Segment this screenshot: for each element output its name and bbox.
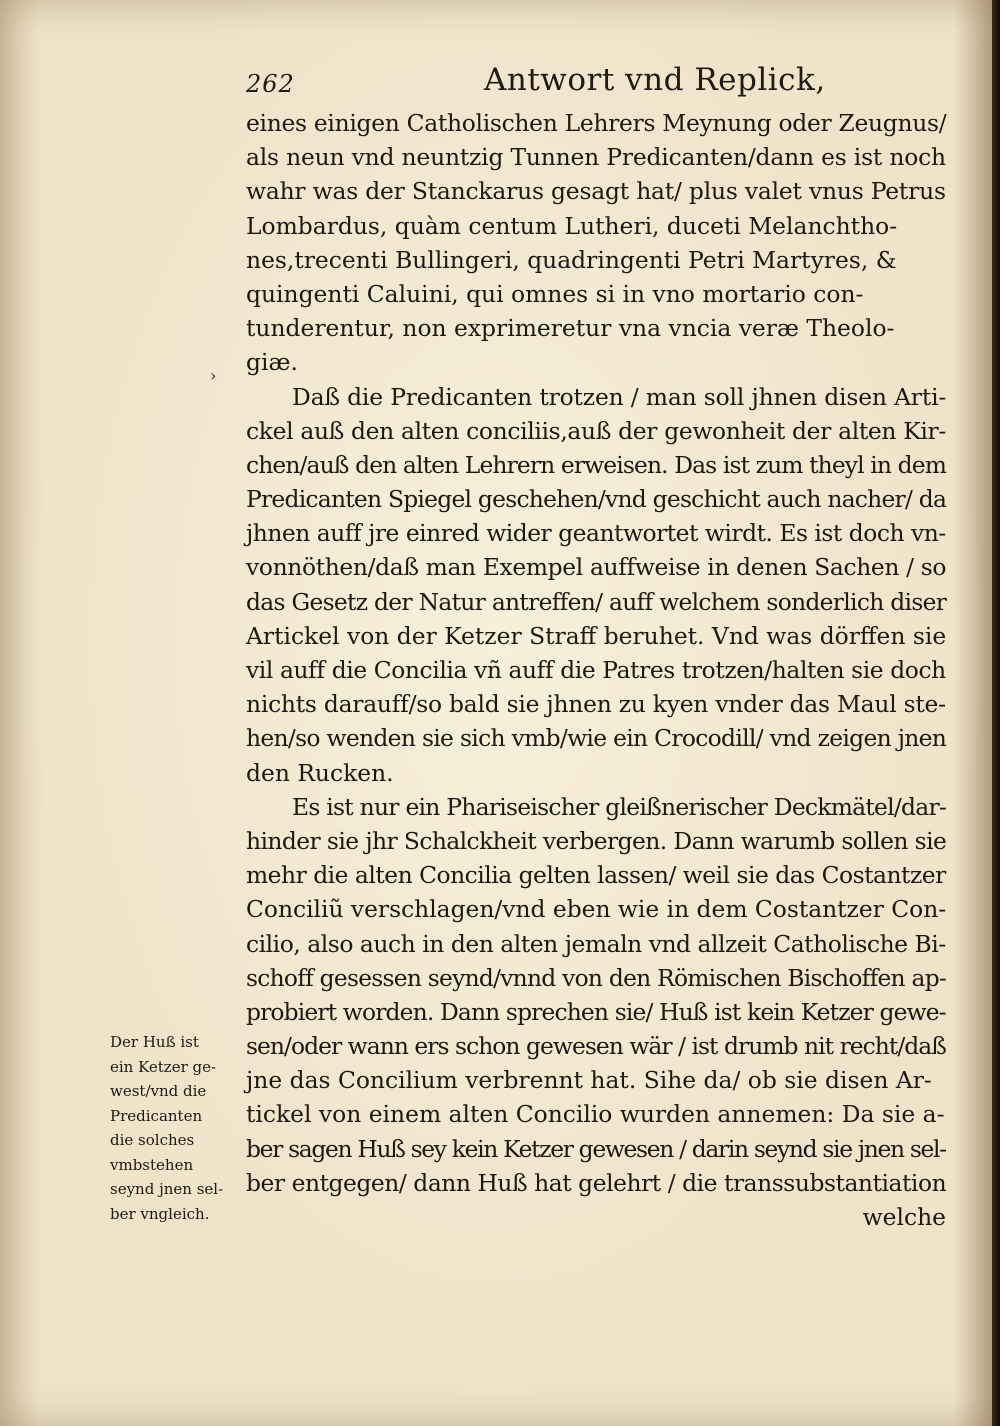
- text-line: als neun vnd neuntzig Tunnen Predicanten/dann es ist noch: [246, 143, 946, 172]
- running-title: Antwort vnd Replick,: [484, 62, 826, 98]
- page-number: 262: [246, 70, 295, 98]
- text-line: hen/so wenden sie sich vmb/wie ein Crocodill/ vnd zeigen jnen: [246, 724, 947, 753]
- text-line: jne das Concilium verbrennt hat. Sihe da/ ob sie disen Ar-: [246, 1066, 932, 1095]
- text-line: Conciliũ verschlagen/vnd eben wie in dem Costantzer Con-: [246, 895, 947, 924]
- marginal-line: ein Ketzer ge-: [110, 1057, 217, 1076]
- text-line: giæ.: [246, 348, 298, 377]
- text-line: cilio, also auch in den alten jemaln vnd allzeit Catholische Bi-: [246, 929, 946, 958]
- page-header: [246, 62, 946, 106]
- text-line: ber sagen Huß sey kein Ketzer gewesen / darin seynd sie jnen sel-: [246, 1134, 946, 1163]
- text-line: vil auff die Concilia vñ auff die Patres trotzen/halten sie doch: [246, 656, 946, 684]
- text-line: eines einigen Catholischen Lehrers Meynung oder Zeugnus/: [246, 109, 947, 137]
- body-text: [246, 106, 946, 1234]
- text-line: das Gesetz der Natur antreffen/ auff welchem sonderlich diser: [246, 587, 947, 616]
- text-line: sen/oder wann ers schon gewesen wär / ist drumb nit recht/daß: [246, 1032, 946, 1061]
- text-line: Artickel von der Ketzer Straff beruhet. Vnd was dörffen sie: [246, 621, 947, 650]
- text-line: ber entgegen/ dann Huß hat gelehrt / die transsubstantiation: [246, 1168, 947, 1197]
- text-line: schoff gesessen seynd/vnnd von den Römischen Bischoffen ap-: [246, 963, 947, 992]
- text-line: den Rucken.: [246, 758, 394, 787]
- text-line: nichts darauff/so bald sie jhnen zu kyen vnder das Maul ste-: [246, 690, 946, 719]
- text-line: probiert worden. Dann sprechen sie/ Huß ist kein Ketzer gewe-: [246, 997, 946, 1026]
- marginal-line: Predicanten: [110, 1106, 203, 1125]
- text-line: hinder sie jhr Schalckheit verbergen. Dann warumb sollen sie: [246, 826, 947, 855]
- catchword: welche: [862, 1203, 946, 1231]
- marginal-line: ber vngleich.: [110, 1204, 210, 1223]
- text-line: tunderentur, non exprimeretur vna vncia veræ Theolo-: [246, 314, 895, 343]
- marginal-line: vmbstehen: [110, 1155, 194, 1174]
- text-line: Predicanten Spiegel geschehen/vnd geschicht auch nacher/ da: [246, 485, 947, 514]
- text-line: Daß die Predicanten trotzen / man soll jhnen disen Arti-: [292, 382, 947, 411]
- text-line: jhnen auff jre einred wider geantwortet wirdt. Es ist doch vn-: [246, 519, 946, 548]
- marginal-note: [110, 1030, 238, 1226]
- marginal-line: Der Huß ist: [110, 1033, 199, 1051]
- marginal-line: west/vnd die: [110, 1082, 207, 1100]
- text-line: tickel von einem alten Concilio wurden annemen: Da sie a-: [246, 1100, 945, 1129]
- text-line: quingenti Caluini, qui omnes si in vno mortario con-: [246, 279, 864, 308]
- marginal-line: seynd jnen sel-: [110, 1180, 224, 1198]
- text-line: chen/auß den alten Lehrern erweisen. Das ist zum theyl in dem: [246, 450, 946, 479]
- text-line: ckel auß den alten conciliis,auß der gewonheit der alten Kir-: [246, 416, 946, 445]
- text-line: Lombardus, quàm centum Lutheri, duceti Melanchtho-: [246, 211, 898, 240]
- text-line: nes,trecenti Bullingeri, quadringenti Petri Martyres, &: [246, 245, 897, 274]
- text-line: mehr die alten Concilia gelten lassen/ weil sie das Costantzer: [246, 861, 946, 890]
- text-line: wahr was der Stanckarus gesagt hat/ plus valet vnus Petrus: [246, 177, 946, 206]
- text-line: vonnöthen/daß man Exempel auffweise in denen Sachen / so: [246, 553, 947, 582]
- text-line: Es ist nur ein Phariseischer gleißnerischer Deckmätel/dar-: [292, 792, 947, 821]
- marginal-line: die solches: [110, 1131, 195, 1149]
- page-edge: [992, 0, 1000, 1426]
- margin-mark: ›: [210, 366, 217, 385]
